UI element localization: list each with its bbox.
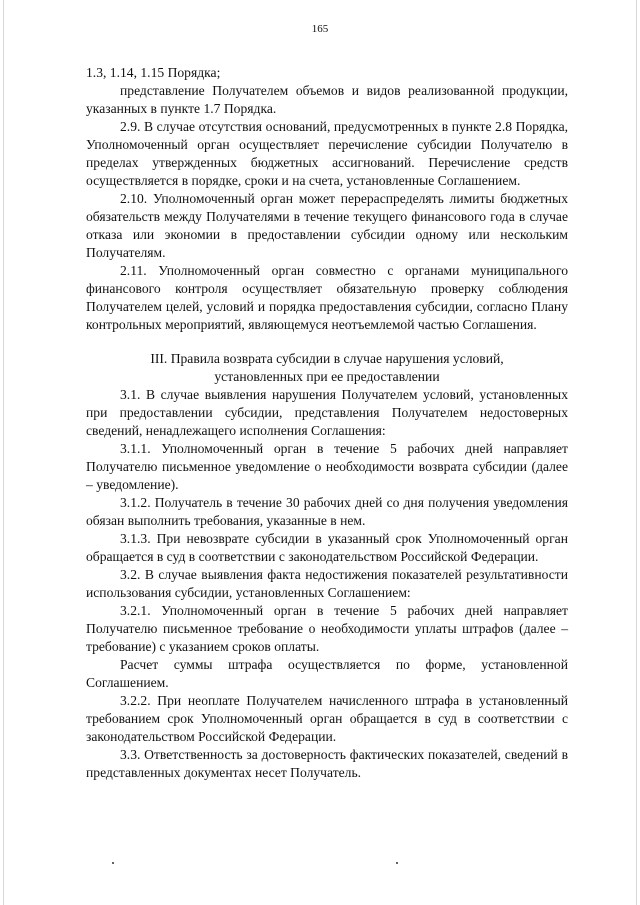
paragraph-continuation: 1.3, 1.14, 1.15 Порядка; (86, 65, 221, 80)
paragraph-3-2-1: 3.2.1. Уполномоченный орган в течение 5 рабочих дней направляет Получателю письменное требование о необходимости уплаты штрафов (далее – требование) с указанием сроков оплаты. (86, 603, 568, 654)
paragraph-3-1: 3.1. В случае выявления нарушения Получателем условий, установленных при предоставлении субсидии, представления Получателем недостоверных сведений, ненадлежащего исполнения Соглашения: (86, 387, 568, 438)
paragraph-3-1-3: 3.1.3. При невозврате субсидии в указанный срок Уполномоченный орган обращается в суд в соответствии с законодательством Российской Федерации. (86, 531, 568, 564)
document-body (86, 64, 568, 782)
paragraph-2-11: 2.11. Уполномоченный орган совместно с органами муниципального финансового контроля осуществляет обязательную проверку соблюдения Получателем целей, условий и порядка предоставления субсидии, согласно Плану контрольных мероприятий, являющемуся неотъемлемой частью Соглашения. (86, 263, 568, 332)
paragraph-3-2: 3.2. В случае выявления факта недостижения показателей результативности использования субсидии, установленных Соглашением: (86, 567, 568, 600)
scan-edge-right (636, 0, 637, 905)
section-heading (86, 350, 568, 386)
scan-speck (396, 862, 398, 864)
paragraph-2-10: 2.10. Уполномоченный орган может перераспределять лимиты бюджетных обязательств между Получателями в течение текущего финансового года в случае отказа или экономии в предоставлении субсидии одному или нескольким Получателям. (86, 191, 568, 260)
paragraph: представление Получателем объемов и видов реализованной продукции, указанных в пункте 1.7 Порядка. (86, 83, 568, 116)
scan-speck (112, 862, 114, 864)
paragraph-penalty-calculation: Расчет суммы штрафа осуществляется по форме, установленной Соглашением. (86, 657, 568, 690)
paragraph-3-3: 3.3. Ответственность за достоверность фактических показателей, сведений в представленных документах несет Получатель. (86, 747, 568, 780)
page-number: 165 (311, 23, 329, 35)
paragraph-3-1-1: 3.1.1. Уполномоченный орган в течение 5 рабочих дней направляет Получателю письменное уведомление о необходимости возврата субсидии (далее – уведомление). (86, 441, 568, 492)
paragraph-3-1-2: 3.1.2. Получатель в течение 30 рабочих дней со дня получения уведомления обязан выполнить требования, указанные в нем. (86, 495, 568, 528)
scan-edge-left (3, 0, 4, 905)
section-heading-line2: установленных при ее предоставлении (214, 369, 440, 384)
paragraph-3-2-2: 3.2.2. При неоплате Получателем начисленного штрафа в установленный требованием срок Уполномоченный орган обращается в суд в соответствии с законодательством Российской Федерации. (86, 693, 568, 744)
section-heading-line1: III. Правила возврата субсидии в случае нарушения условий, (150, 351, 504, 366)
paragraph-2-9: 2.9. В случае отсутствия оснований, предусмотренных в пункте 2.8 Порядка, Уполномоченный орган осуществляет перечисление субсидии Получателю в пределах утвержденных бюджетных ассигнований. Перечисление средств осуществляется в порядке, сроки и на счета, установленные Соглашением. (86, 119, 568, 188)
